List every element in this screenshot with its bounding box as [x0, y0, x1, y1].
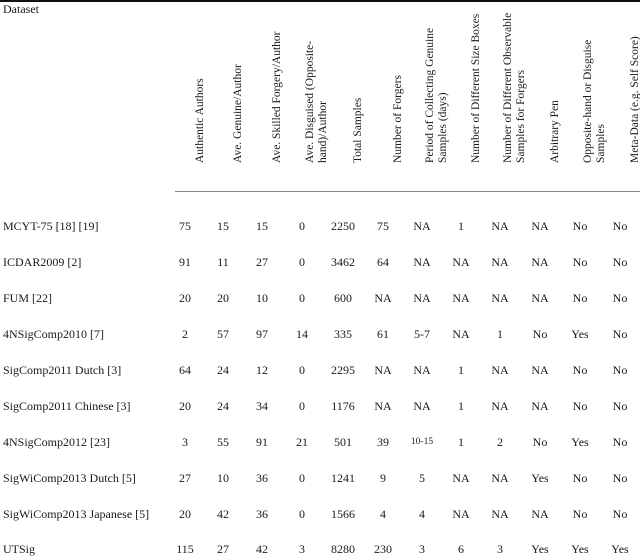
table-cell: NA: [491, 291, 509, 305]
table-cell: 27: [256, 255, 268, 269]
table-cell: NA: [413, 219, 431, 233]
column-header-label: Period of Collecting Genuine Samples (days): [424, 27, 449, 163]
table-cell: 36: [256, 507, 268, 521]
table-cell: No: [572, 255, 588, 269]
table-cell: Yes: [531, 542, 549, 556]
dataset-name: ICDAR2009 [2]: [3, 255, 82, 269]
dataset-name: SigWiComp2013 Dutch [5]: [3, 471, 136, 485]
column-header: [490, 0, 527, 180]
dataset-name: SigWiComp2013 Japanese [5]: [3, 507, 150, 521]
table-cell: 55: [217, 435, 229, 449]
table-cell: 20: [179, 507, 191, 521]
table-cell: 1: [497, 327, 503, 341]
table-cell: 600: [334, 291, 352, 305]
column-header: [451, 0, 482, 180]
table-cell: 10: [217, 471, 229, 485]
column-header-label: Total Samples: [351, 97, 364, 163]
table-cell: 97: [256, 327, 268, 341]
table-cell: 20: [179, 399, 191, 413]
table-cell: 8280: [331, 542, 355, 556]
table-cell: NA: [531, 507, 549, 521]
table-cell: 4: [419, 507, 425, 521]
table-cell: No: [572, 507, 588, 521]
table-cell: No: [612, 507, 628, 521]
table-cell: NA: [452, 291, 470, 305]
table-cell: 0: [299, 291, 305, 305]
table-cell: 34: [256, 399, 268, 413]
table-cell: 0: [299, 363, 305, 377]
table-cell: 20: [217, 291, 229, 305]
table-cell: No: [572, 471, 588, 485]
table-cell: NA: [374, 291, 392, 305]
table-cell: NA: [531, 291, 549, 305]
table-cell: 230: [374, 542, 392, 556]
table-cell: No: [612, 363, 628, 377]
table-cell: 3: [497, 542, 503, 556]
column-header-label: Ave. Disguised (Opposite- hand)/Author: [304, 40, 329, 163]
table-cell: 57: [217, 327, 229, 341]
table-cell: 1: [458, 435, 464, 449]
table-cell: 91: [179, 255, 191, 269]
table-cell: No: [612, 327, 628, 341]
table-cell: 2250: [331, 219, 355, 233]
column-header-label: Arbitrary Pen: [548, 100, 561, 163]
table-cell: 3462: [331, 255, 355, 269]
header-divider: [175, 191, 640, 192]
table-cell: 12: [256, 363, 268, 377]
table-cell: 75: [179, 219, 191, 233]
table-row: [0, 539, 640, 559]
column-header: [213, 0, 244, 180]
table-cell: NA: [413, 399, 431, 413]
dataset-name: MCYT-75 [18] [19]: [3, 219, 99, 233]
table-cell: 1566: [331, 507, 355, 521]
table-cell: Yes: [571, 542, 589, 556]
table-cell: 2: [182, 327, 188, 341]
table-row: [0, 360, 640, 380]
column-header: [175, 0, 206, 180]
table-cell: 3: [299, 542, 305, 556]
table-cell: 0: [299, 255, 305, 269]
table-cell: NA: [531, 255, 549, 269]
table-cell: 6: [458, 542, 464, 556]
table-cell: 501: [334, 435, 352, 449]
table-cell: NA: [452, 471, 470, 485]
column-header-label: Number of Forgers: [391, 75, 404, 163]
column-header-label: Opposite-hand or Disguise Samples: [582, 39, 607, 163]
table-cell: No: [572, 399, 588, 413]
table-cell: 0: [299, 507, 305, 521]
table-cell: NA: [531, 399, 549, 413]
dataset-name: SigComp2011 Chinese [3]: [3, 399, 131, 413]
table-cell: No: [532, 435, 548, 449]
table-cell: Yes: [531, 471, 549, 485]
table-cell: 3: [182, 435, 188, 449]
table-cell: NA: [491, 507, 509, 521]
table-cell: 91: [256, 435, 268, 449]
table-row: [0, 432, 640, 452]
table-cell: 5-7: [414, 327, 430, 341]
table-cell: 27: [179, 471, 191, 485]
table-cell: No: [572, 363, 588, 377]
table-cell: NA: [374, 363, 392, 377]
table-cell: 11: [217, 255, 229, 269]
table-cell: 335: [334, 327, 352, 341]
dataset-name: 4NSigComp2010 [7]: [3, 327, 105, 341]
table-cell: 42: [256, 542, 268, 556]
table-cell: 39: [377, 435, 389, 449]
table-cell: 0: [299, 399, 305, 413]
table-cell: 0: [299, 219, 305, 233]
column-header: [570, 0, 607, 180]
table-row: [0, 288, 640, 308]
table-cell: NA: [452, 327, 470, 341]
table-cell: 10: [256, 291, 268, 305]
table-cell: No: [612, 255, 628, 269]
table-row: [0, 396, 640, 416]
table-cell: 21: [296, 435, 308, 449]
table-cell: No: [612, 399, 628, 413]
dataset-column-header: Dataset: [3, 2, 39, 16]
table-cell: No: [572, 291, 588, 305]
table-cell: NA: [491, 219, 509, 233]
table-cell: 75: [377, 219, 389, 233]
column-header-label: Ave. Skilled Forgery/Author: [270, 31, 283, 163]
table-cell: Yes: [571, 435, 589, 449]
table-cell: 24: [217, 363, 229, 377]
column-header-label: Ave. Genuine/Author: [231, 64, 244, 163]
table-cell: 15: [256, 219, 268, 233]
dataset-name: FUM [22]: [3, 291, 53, 305]
table-cell: 1241: [331, 471, 355, 485]
dataset-name: 4NSigComp2012 [23]: [3, 435, 111, 449]
column-header: [252, 0, 283, 180]
table-cell: 64: [377, 255, 389, 269]
column-header: [333, 0, 364, 180]
table-cell: 1176: [331, 399, 355, 413]
table-cell: 1: [458, 363, 464, 377]
table-cell: Yes: [611, 542, 629, 556]
column-header-label: Number of Different Observable Samples for Forgers: [502, 12, 527, 163]
table-cell: 27: [217, 542, 229, 556]
table-cell: NA: [491, 471, 509, 485]
table-cell: 24: [217, 399, 229, 413]
table-cell: NA: [452, 507, 470, 521]
table-cell: 10-15: [410, 437, 434, 447]
table-cell: 5: [419, 471, 425, 485]
column-header-label: Meta-Data (e.g. Self Score): [628, 36, 640, 163]
table-cell: 3: [419, 542, 425, 556]
table-cell: 0: [299, 471, 305, 485]
table-cell: NA: [413, 255, 431, 269]
table-cell: NA: [491, 255, 509, 269]
table-cell: 1: [458, 399, 464, 413]
column-header-label: Authentic Authors: [193, 78, 206, 163]
column-header: [412, 0, 449, 180]
table-cell: 61: [377, 327, 389, 341]
column-header-label: Number of Different Size Boxes: [469, 13, 482, 163]
table-cell: 4: [380, 507, 386, 521]
table-cell: 20: [179, 291, 191, 305]
table-cell: NA: [452, 255, 470, 269]
table-cell: NA: [531, 219, 549, 233]
table-cell: No: [612, 219, 628, 233]
table-cell: 14: [296, 327, 308, 341]
table-row: [0, 216, 640, 236]
table-cell: 36: [256, 471, 268, 485]
table-cell: 2295: [331, 363, 355, 377]
table-cell: 1: [458, 219, 464, 233]
table-cell: NA: [491, 363, 509, 377]
table-row: [0, 324, 640, 344]
dataset-name: UTSig: [3, 542, 36, 556]
column-header: [292, 0, 329, 180]
table-row: [0, 468, 640, 488]
table-cell: NA: [531, 363, 549, 377]
table-cell: No: [612, 471, 628, 485]
table-row: [0, 252, 640, 272]
column-header: [373, 0, 404, 180]
table-cell: 9: [380, 471, 386, 485]
table-cell: NA: [374, 399, 392, 413]
column-header: [610, 0, 640, 180]
table-cell: 2: [497, 435, 503, 449]
table-cell: 115: [176, 542, 194, 556]
table-cell: NA: [413, 363, 431, 377]
table-cell: 15: [217, 219, 229, 233]
table-cell: 42: [217, 507, 229, 521]
table-cell: NA: [491, 399, 509, 413]
table-cell: No: [612, 291, 628, 305]
table-cell: No: [612, 435, 628, 449]
table-cell: No: [532, 327, 548, 341]
table-cell: NA: [413, 291, 431, 305]
dataset-name: SigComp2011 Dutch [3]: [3, 363, 122, 377]
table-cell: 64: [179, 363, 191, 377]
column-header: [530, 0, 561, 180]
table-row: [0, 504, 640, 524]
table-cell: Yes: [571, 327, 589, 341]
table-cell: No: [572, 219, 588, 233]
